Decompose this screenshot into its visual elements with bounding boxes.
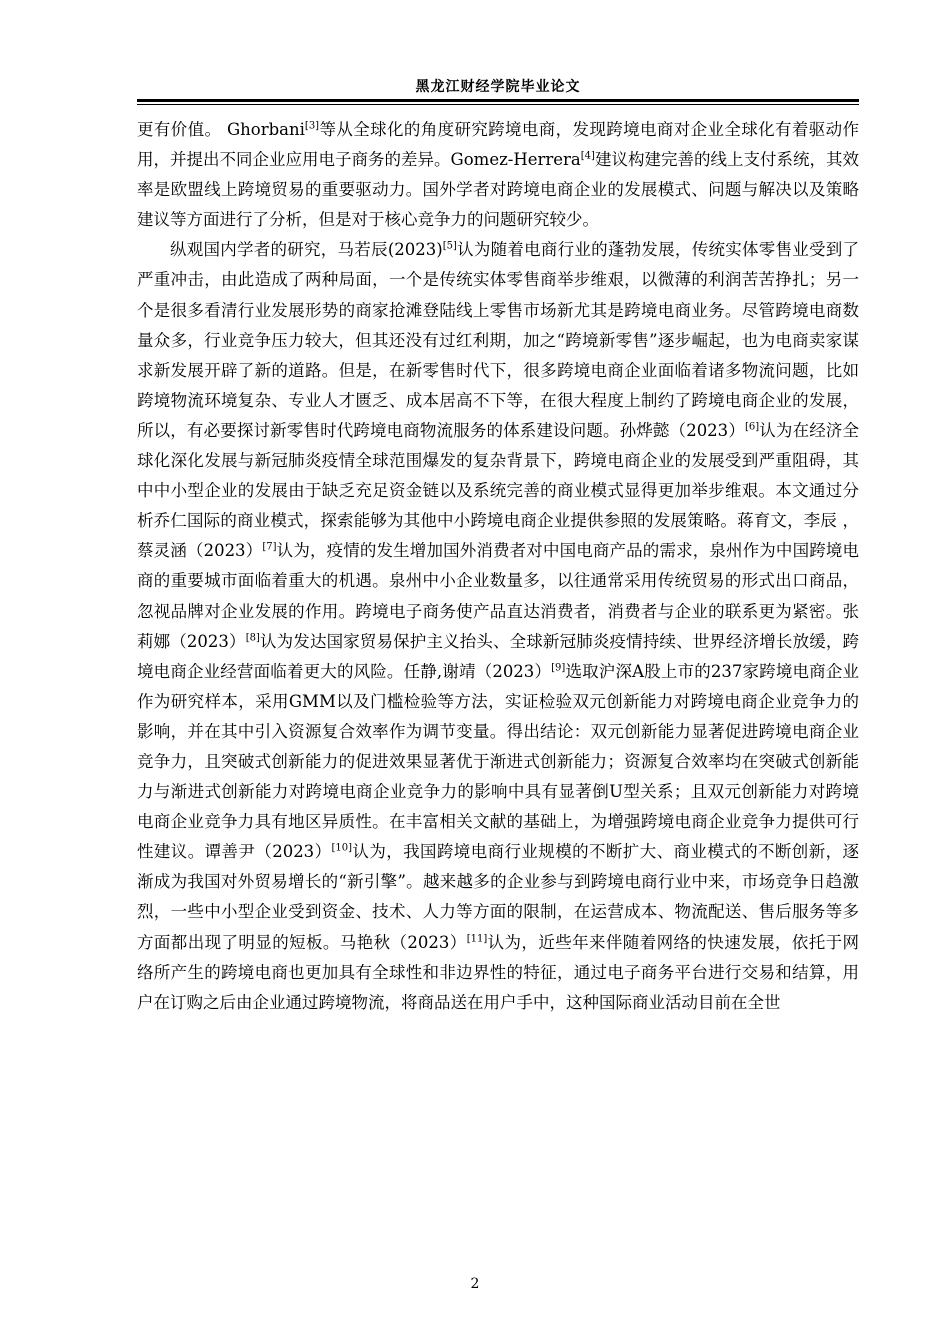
header-rule-thick — [137, 99, 859, 102]
citation-ref: [8] — [245, 632, 260, 644]
page-number: 2 — [470, 1276, 480, 1292]
citation-ref: [6] — [744, 421, 760, 433]
body-text — [137, 115, 859, 1018]
citation-ref: [4] — [580, 150, 595, 162]
citation-ref: [10] — [331, 842, 353, 854]
running-header: 黑龙江财经学院毕业论文 — [415, 79, 581, 95]
citation-ref: [5] — [442, 240, 457, 252]
header-rule-thin — [137, 104, 859, 105]
citation-ref: [7] — [262, 541, 277, 553]
citation-ref: [11] — [466, 933, 488, 945]
paragraph-1: 更有价值。 Ghorbani[3]等从全球化的角度研究跨境电商，发现跨境电商对企业全球化有着驱动作用，并提出不同企业应用电子商务的差异。Gomez-Herrera[4]建议构建完善的线上支付系统，其效率是欧盟线上跨境贸易的重要驱动力。国外学者对跨境电商企业的发展模式、问题与解决以及策略建议等方面进行了分析，但是对于核心竞争力的问题研究较少。 — [137, 120, 860, 230]
paragraph-2: 纵观国内学者的研究，马若辰(2023)[5]认为随着电商行业的蓬勃发展，传统实体零售业受到了严重冲击，由此造成了两种局面，一个是传统实体零售商举步维艰，以微薄的利润苦苦挣扎；另一个是很多看清行业发展形势的商家抢滩登陆线上零售市场新尤其是跨境电商业务。尽管跨境电商数量众多，行业竞争压力较大，但其还没有过红利期，加之“跨境新零售”逐步崛起，也为电商卖家谋求新发展开辟了新的道路。但是，在新零售时代下，很多跨境电商企业面临着诸多物流问题，比如跨境物流环境复杂、专业人才匮乏、成本居高不下等，在很大程度上制约了跨境电商企业的发展，所以，有必要探讨新零售时代跨境电商物流服务的体系建设问题。孙烨懿（2023）[6]认为在经济全球化深化发展与新冠肺炎疫情全球范围爆发的复杂背景下，跨境电商企业的发展受到严重阻碍，其中中小型企业的发展由于缺乏充足资金链以及系统完善的商业模式显得更加举步维艰。本文通过分析乔仁国际的商业模式，探索能够为其他中小跨境电商企业提供参照的发展策略。蒋育文，李辰 ，蔡灵涵（2023）[7]认为，疫情的发生增加国外消费者对中国电商产品的需求，泉州作为中国跨境电商的重要城市面临着重大的机遇。泉州中小企业数量多，以往通常采用传统贸易的形式出口商品，忽视品牌对企业发展的作用。跨境电子商务使产品直达消费者，消费者与企业的联系更为紧密。张莉娜（2023）[8]认为发达国家贸易保护主义抬头、全球新冠肺炎疫情持续、世界经济增长放缓，跨境电商企业经营面临着更大的风险。任静,谢靖（2023）[9]选取沪深A股上市的237家跨境电商企业作为研究样本，采用GMM以及门槛检验等方法，实证检验双元创新能力对跨境电商企业竞争力的影响，并在其中引入资源复合效率作为调节变量。得出结论：双元创新能力显著促进跨境电商企业竞争力，且突破式创新能力的促进效果显著优于渐进式创新能力；资源复合效率均在突破式创新能力与渐进式创新能力对跨境电商企业竞争力的影响中具有显著倒U型关系；且双元创新能力对跨境电商企业竞争力具有地区异质性。在丰富相关文献的基础上，为增强跨境电商企业竞争力提供可行性建议。谭善尹（2023）[10]认为，我国跨境电商行业规模的不断扩大、商业模式的不断创新，逐渐成为我国对外贸易增长的“新引擎”。越来越多的企业参与到跨境电商行业中来，市场竞争日趋激烈，一些中小型企业受到资金、技术、人力等方面的限制，在运营成本、物流配送、售后服务等多方面都出现了明显的短板。马艳秋（2023）[11]认为，近些年来伴随着网络的快速发展，依托于网络所产生的跨境电商也更加具有全球性和非边界性的特征，通过电子商务平台进行交易和结算，用户在订购之后由企业通过跨境物流，将商品送在用户手中，这种国际商业活动目前在全世 — [137, 240, 860, 1012]
citation-ref: [9] — [551, 662, 566, 674]
citation-ref: [3] — [304, 120, 320, 132]
